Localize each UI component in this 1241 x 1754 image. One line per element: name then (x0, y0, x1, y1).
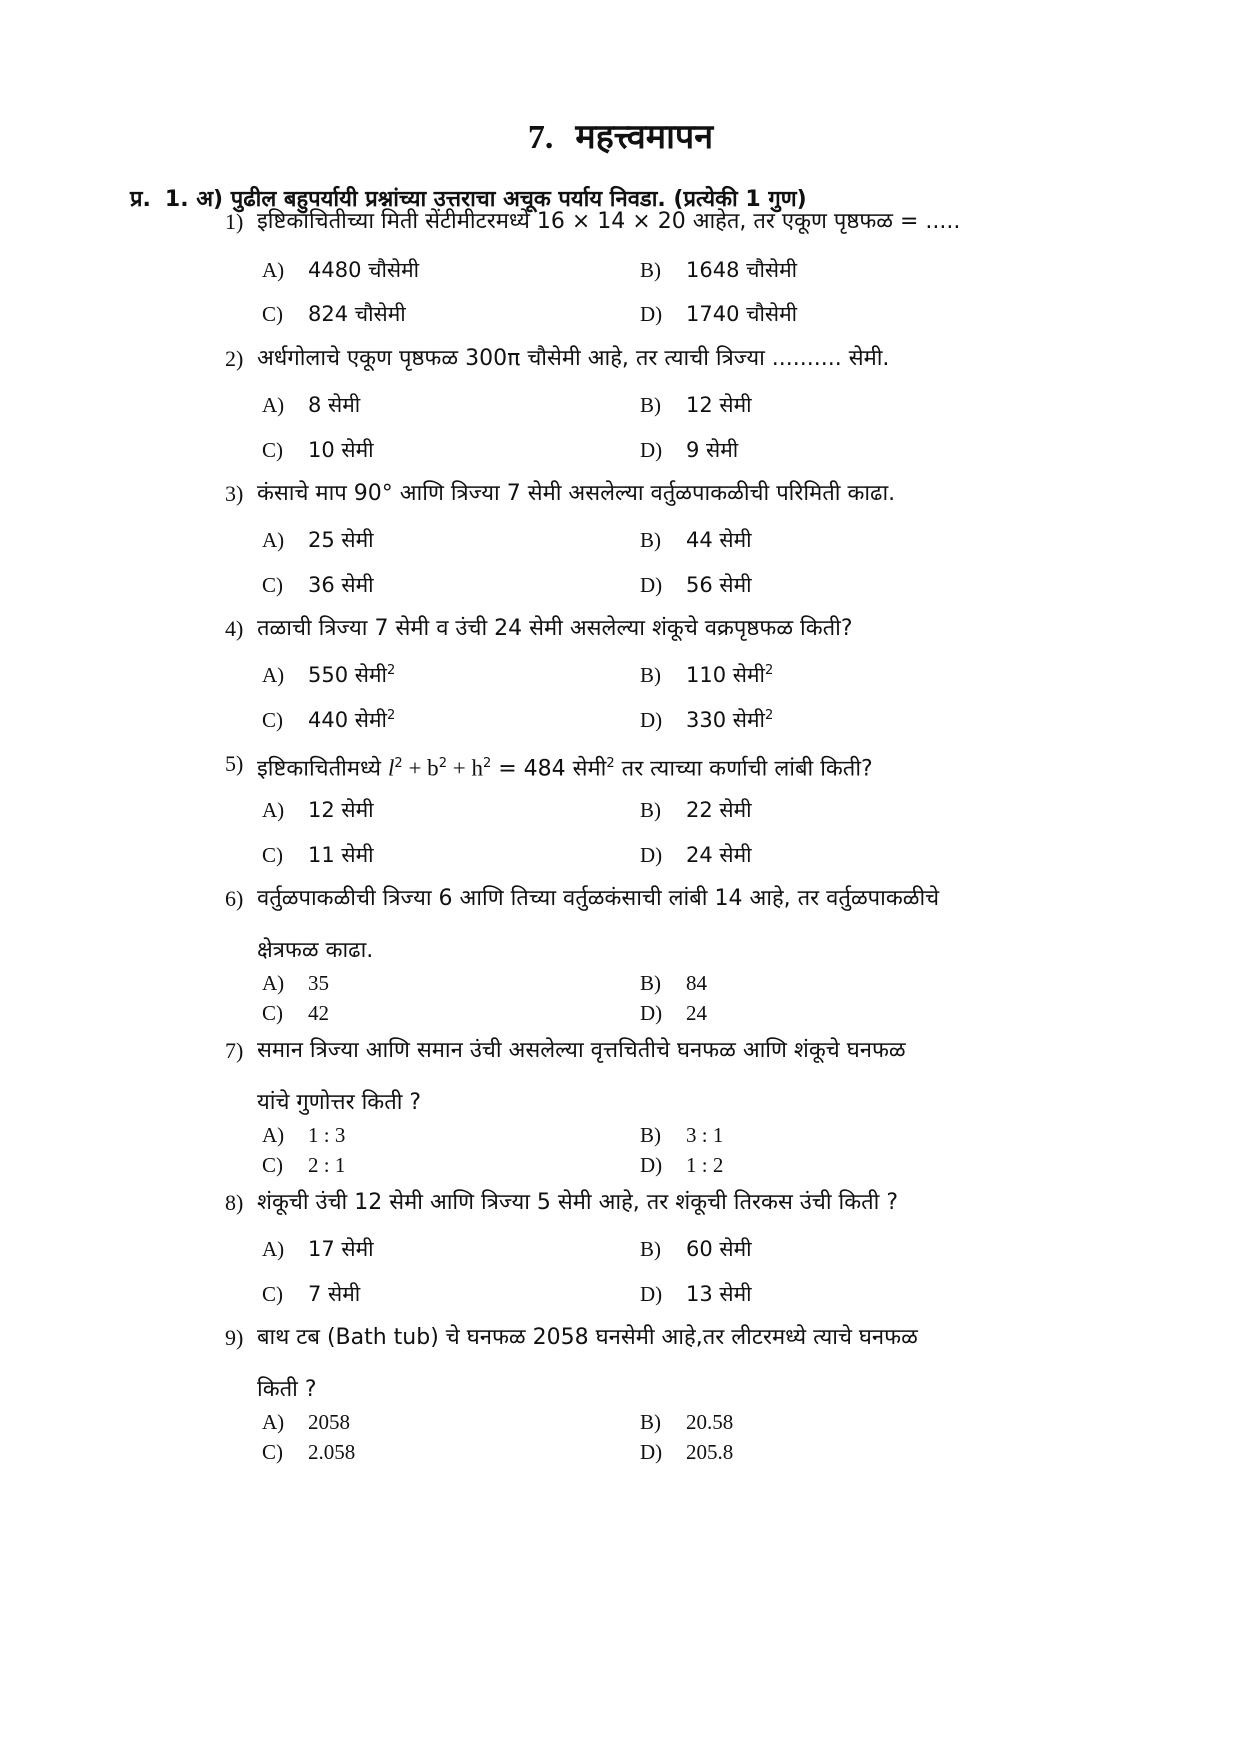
question-3 (225, 468, 1125, 520)
option-d[interactable]: D) 205.8 (640, 1440, 734, 1464)
question-text: तळाची त्रिज्या 7 सेमी व उंची 24 सेमी असलेल्या शंकूचे वक्रपृष्ठफळ किती? (257, 616, 853, 641)
option-c[interactable]: C) 36 सेमी (262, 573, 374, 597)
option-b[interactable]: B) 20.58 (640, 1410, 734, 1434)
chapter-number: 7. (527, 119, 554, 156)
option-b[interactable]: B) 110 सेमी$^2$ (640, 663, 774, 687)
option-a[interactable]: A) 550 सेमी$^2$ (262, 663, 396, 687)
option-a[interactable]: A) 35 (262, 971, 329, 995)
option-c[interactable]: C) 10 सेमी (262, 438, 374, 462)
question-5 (225, 738, 1125, 795)
option-d[interactable]: D) 24 (640, 1001, 707, 1025)
option-b[interactable]: B) 84 (640, 971, 707, 995)
option-a[interactable]: A) 2058 (262, 1410, 350, 1434)
option-b[interactable]: B) 3 : 1 (640, 1123, 724, 1147)
instruction-text: 1. अ) पुढील बहुपर्यायी प्रश्नांच्या उत्तराचा अचूक पर्याय निवडा. (प्रत्येकी 1 गुण) (164, 187, 807, 212)
question-6 (225, 873, 1125, 977)
option-a[interactable]: A) 17 सेमी (262, 1237, 374, 1261)
question-number: 7) (225, 1038, 244, 1063)
option-b[interactable]: B) 12 सेमी (640, 393, 752, 417)
option-a[interactable]: A) 25 सेमी (262, 528, 374, 552)
question-text-continued: क्षेत्रफळ काढा. (257, 938, 374, 963)
option-d[interactable]: D) 56 सेमी (640, 573, 752, 597)
question-text: अर्धगोलाचे एकूण पृष्ठफळ 300π चौसेमी आहे, तर त्याची त्रिज्या .......... सेमी. (257, 346, 890, 371)
option-c[interactable]: C) 824 चौसेमी (262, 302, 406, 326)
option-b[interactable]: B) 1648 चौसेमी (640, 258, 798, 282)
option-b[interactable]: B) 44 सेमी (640, 528, 752, 552)
option-d[interactable]: D) 13 सेमी (640, 1282, 752, 1306)
question-number: 4) (225, 616, 244, 641)
option-b[interactable]: B) 22 सेमी (640, 798, 752, 822)
question-1 (225, 196, 1125, 248)
option-c[interactable]: C) 2 : 1 (262, 1153, 346, 1177)
option-d[interactable]: D) 1740 चौसेमी (640, 302, 798, 326)
question-number: 9) (225, 1325, 244, 1350)
option-c[interactable]: C) 11 सेमी (262, 843, 374, 867)
option-c[interactable]: C) 440 सेमी$^2$ (262, 708, 396, 732)
instruction-prefix: प्र. (130, 187, 151, 212)
option-d[interactable]: D) 330 सेमी$^2$ (640, 708, 774, 732)
question-7 (225, 1025, 1125, 1129)
question-text: समान त्रिज्या आणि समान उंची असलेल्या वृत्तचितीचे घनफळ आणि शंकूचे घनफळ (257, 1038, 906, 1063)
chapter-title: महत्त्वमापन (575, 117, 714, 157)
question-number: 5) (225, 751, 244, 776)
question-number: 2) (225, 346, 244, 371)
option-a[interactable]: A) 4480 चौसेमी (262, 258, 420, 282)
question-text: इष्टिकाचितीच्या मिती सेंटीमीटरमध्ये 16 × 14 × 20 आहेत, तर एकूण पृष्ठफळ = ..... (257, 209, 961, 234)
question-9 (225, 1312, 1125, 1416)
question-8 (225, 1177, 1125, 1229)
question-text: कंसाचे माप 90° आणि त्रिज्या 7 सेमी असलेल्या वर्तुळपाकळीची परिमिती काढा. (257, 481, 896, 506)
question-number: 3) (225, 481, 244, 506)
question-text-continued: यांचे गुणोत्तर किती ? (257, 1090, 422, 1115)
question-text: इष्टिकाचितीमध्ये $l^2 + b^2 + h^2 = 484$ सेमी$^2$ तर त्याच्या कर्णाची लांबी किती? (257, 755, 873, 782)
option-a[interactable]: A) 8 सेमी (262, 393, 361, 417)
option-c[interactable]: C) 42 (262, 1001, 329, 1025)
question-text-continued: किती ? (257, 1377, 317, 1402)
option-d[interactable]: D) 1 : 2 (640, 1153, 724, 1177)
question-number: 6) (225, 886, 244, 911)
question-text: वर्तुळपाकळीची त्रिज्या 6 आणि तिच्या वर्तुळकंसाची लांबी 14 आहे, तर वर्तुळपाकळीचे (257, 886, 940, 911)
question-number: 1) (225, 209, 244, 234)
option-a[interactable]: A) 1 : 3 (262, 1123, 346, 1147)
question-text: शंकूची उंची 12 सेमी आणि त्रिज्या 5 सेमी आहे, तर शंकूची तिरकस उंची किती ? (257, 1190, 899, 1215)
question-4 (225, 603, 1125, 655)
option-b[interactable]: B) 60 सेमी (640, 1237, 752, 1261)
question-2 (225, 333, 1125, 385)
chapter-heading (0, 112, 1241, 158)
option-c[interactable]: C) 2.058 (262, 1440, 356, 1464)
option-d[interactable]: D) 9 सेमी (640, 438, 739, 462)
option-a[interactable]: A) 12 सेमी (262, 798, 374, 822)
question-text: बाथ टब (Bath tub) चे घनफळ 2058 घनसेमी आहे,तर लीटरमध्ये त्याचे घनफळ (257, 1325, 918, 1350)
option-c[interactable]: C) 7 सेमी (262, 1282, 361, 1306)
question-number: 8) (225, 1190, 244, 1215)
option-d[interactable]: D) 24 सेमी (640, 843, 752, 867)
